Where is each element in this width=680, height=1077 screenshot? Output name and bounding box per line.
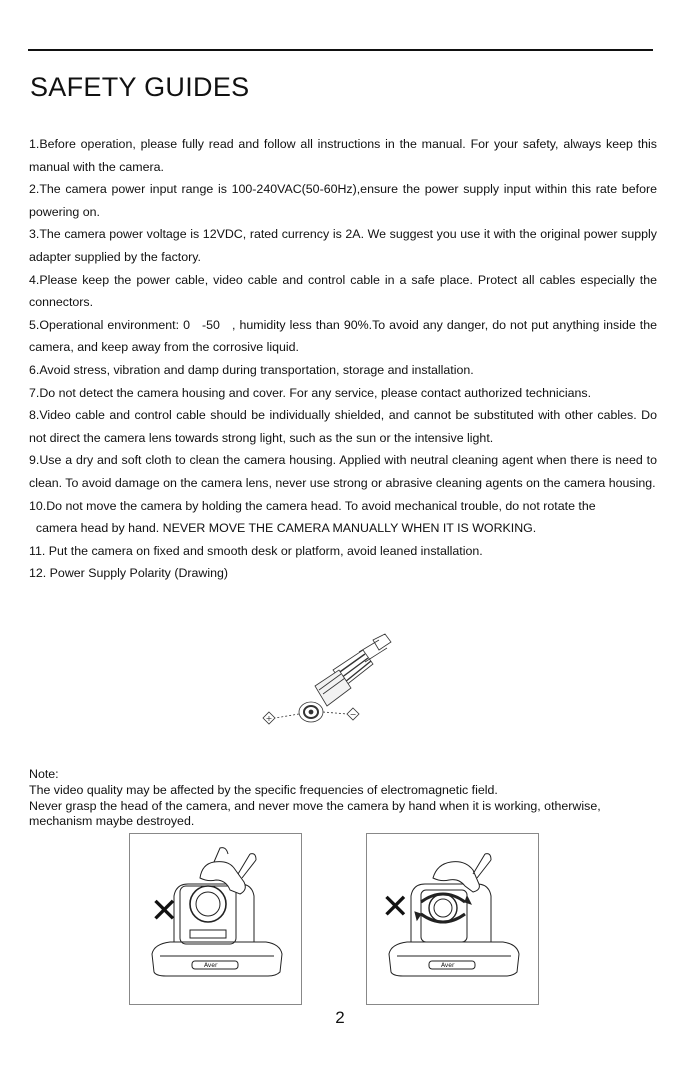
list-item: 11. Put the camera on fixed and smooth desk or platform, avoid leaned installation. (29, 543, 483, 558)
list-item: 4.Please keep the power cable, video cable and control cable in a safe place. Protect all cables especially the connectors. (29, 272, 657, 310)
camera-logo: Aver (204, 962, 218, 969)
list-item: 1.Before operation, please fully read and follow all instructions in the manual. For your safety, always keep this manual with the camera. (29, 137, 657, 174)
list-item: 6.Avoid stress, vibration and damp during transportation, storage and installation. (29, 362, 474, 377)
header-rule (28, 49, 653, 51)
note-line: Never grasp the head of the camera, and never move the camera by hand when it is working, otherwise, (29, 798, 601, 813)
list-item: 10.Do not move the camera by holding the camera head. To avoid mechanical trouble, do not rotate the (29, 498, 596, 513)
x-mark-icon: ✕ (150, 891, 179, 931)
list-item: 8.Video cable and control cable should be individually shielded, and cannot be substituted with other cables. Do not direct the camera lens towards strong light, such as the sun or the intensive light. (29, 408, 657, 445)
list-item: 12. Power Supply Polarity (Drawing) (29, 566, 229, 581)
power-plug-polarity-drawing (255, 628, 405, 748)
list-item: 3.The camera power voltage is 12VDC, rated currency is 2A. We suggest you use it with the original power supply adapter supplied by the factory. (29, 227, 657, 264)
safety-items-list (29, 133, 661, 585)
note-line: mechanism maybe destroyed. (29, 814, 195, 829)
page-title: SAFETY GUIDES (30, 72, 250, 102)
list-item: 9.Use a dry and soft cloth to clean the camera housing. Applied with neutral cleaning agent when there is need to clean. To avoid damage on the camera lens, never use strong or abrasive cleaning agents on the camera housing. (29, 453, 657, 490)
plus-symbol: + (265, 714, 273, 723)
x-mark-icon: ✕ (381, 887, 410, 927)
camera-logo: Aver (441, 962, 455, 969)
note-heading: Note: (29, 767, 59, 781)
wrong-rotate-illustration (366, 833, 539, 1005)
list-item: 2.The camera power input range is 100-240VAC(50-60Hz),ensure the power supply input within this rate before powering on. (29, 182, 657, 219)
list-item: 7.Do not detect the camera housing and cover. For any service, please contact authorized technicians. (29, 385, 592, 400)
list-item: 5.Operational environment: 0 -50 , humidity less than 90%.To avoid any danger, do not put anything inside the camera, and keep away from the corrosive liquid. (29, 317, 661, 355)
list-item: camera head by hand. NEVER MOVE THE CAMERA MANUALLY WHEN IT IS WORKING. (29, 521, 537, 536)
page-number: 2 (335, 1008, 345, 1027)
minus-symbol: − (349, 710, 357, 719)
note-line: The video quality may be affected by the specific frequencies of electromagnetic field. (29, 782, 498, 797)
note-block (29, 767, 659, 830)
wrong-grasp-illustration (129, 833, 302, 1005)
